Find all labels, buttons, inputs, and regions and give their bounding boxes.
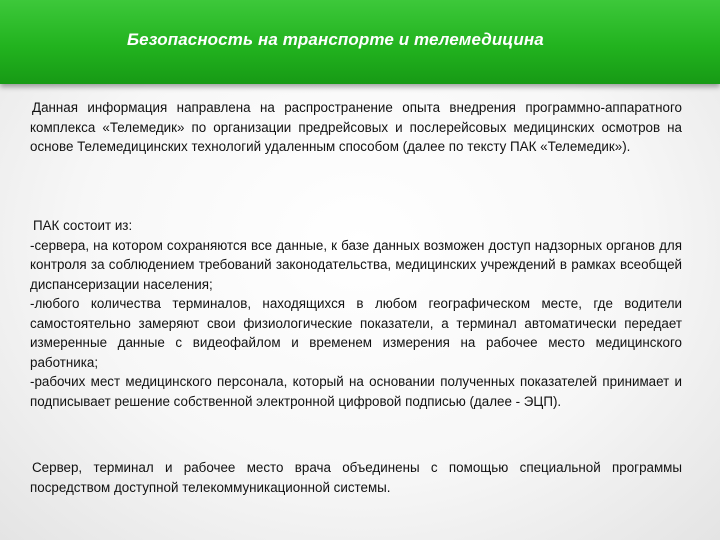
list-item-workstations: -рабочих мест медицинского персонала, который на основании полученных показателей принимает и подписывает решение собственной электронной цифровой подписью (далее - ЭЦП). [30,374,682,409]
conclusion-paragraph [30,458,682,497]
title-bar [0,0,720,84]
conclusion-text: Сервер, терминал и рабочее место врача объединены с помощью специальной программы посредством доступной телекоммуникационной системы. [30,460,682,495]
composition-heading: ПАК состоит из: [33,218,133,233]
list-item-terminals: -любого количества терминалов, находящихся в любом географическом месте, где водители самостоятельно замеряют свои физиологические показатели, а терминал автоматически передает измеренные данные с видеофайлом и временем измерения на рабочее место медицинского работника; [30,296,682,370]
list-item-server: -сервера, на котором сохраняются все данные, к базе данных возможен доступ надзорных органов для контроля за соблюдением требований законодательства, медицинских учреждений в рамках всеобщей диспансеризации населения; [30,237,682,292]
slide-title: Безопасность на транспорте и телемедицина [127,30,544,49]
intro-text: Данная информация направлена на распространение опыта внедрения программно-аппаратного комплекса «Телемедик» по организации предрейсовых и послерейсовых медицинских осмотров на основе Телемедицинских технологий удаленным способом (далее по тексту ПАК «Телемедик»). [30,100,682,154]
intro-paragraph [30,98,682,157]
composition-section [30,216,682,411]
